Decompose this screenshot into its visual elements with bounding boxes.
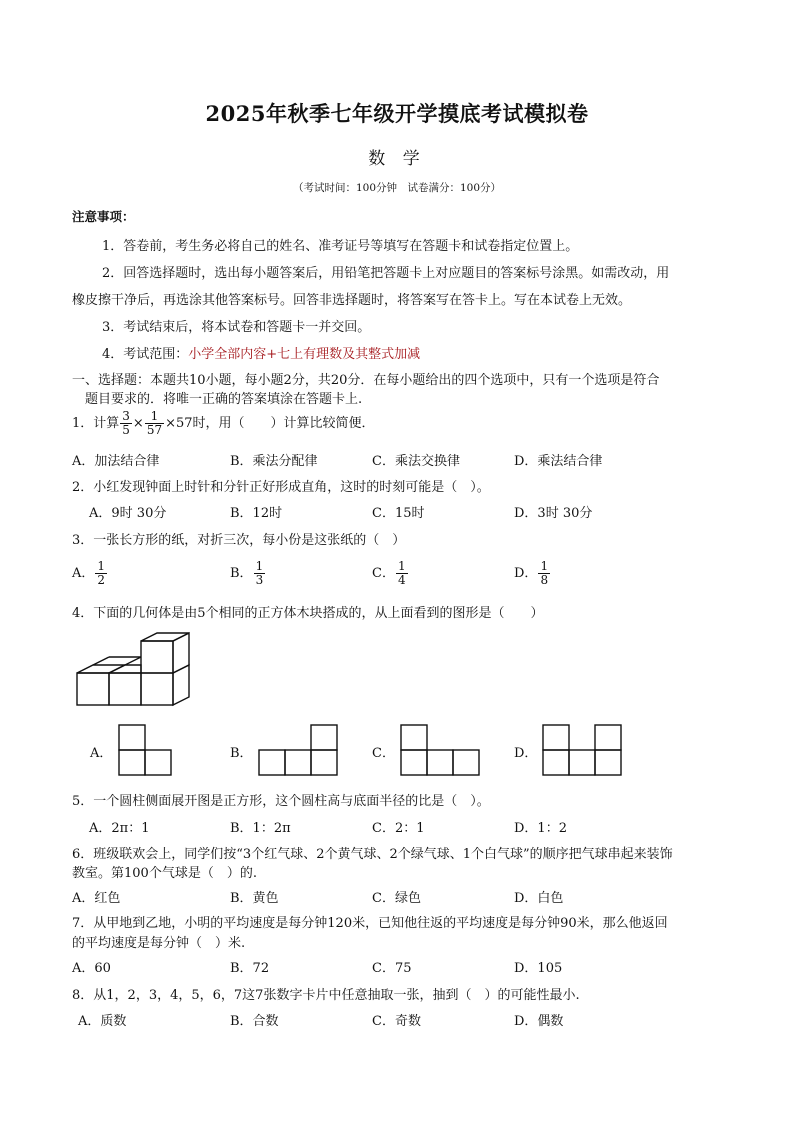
q7-stem-line-2: 的平均速度是每分钟（ ）米. [72, 936, 246, 951]
q4-option-b-figure [258, 724, 338, 776]
q5-option-d: D．1：2 [514, 821, 567, 836]
q1-tail: ×57时，用（ ）计算比较简便． [165, 416, 375, 431]
q2-option-a: A．9时 30分 [89, 506, 167, 521]
notes-heading: 注意事项： [72, 209, 135, 224]
q4-option-d-figure [542, 724, 622, 776]
q6-option-c: C．绿色 [372, 891, 421, 906]
q5-option-c: C．2：1 [372, 821, 425, 836]
q3-option-d-den: 8 [540, 573, 549, 587]
q3-option-c-num: 1 [397, 559, 406, 573]
q3-option-d [514, 560, 551, 587]
q6-option-b: B．黄色 [230, 891, 279, 906]
q2-option-b: B．12时 [230, 506, 283, 521]
q3-stem: 3．一张长方形的纸，对折三次，每小份是这张纸的（ ） [72, 533, 406, 548]
q3-option-b [230, 560, 266, 587]
q5-option-b: B．1：2π [230, 821, 291, 836]
q1-fraction-1-den: 5 [122, 423, 130, 437]
q3-option-a-den: 2 [97, 573, 106, 587]
q8-option-a: A．质数 [78, 1014, 127, 1029]
q3-option-c-label: C． [372, 566, 395, 581]
note-item-2-line-2: 橡皮擦干净后，再选涂其他答案标号。回答非选择题时，将答案写在答卡上。写在本试卷上无效。 [72, 293, 632, 308]
q1-fraction-2-den: 57 [146, 423, 163, 437]
q4-cube-figure [70, 628, 192, 710]
q3-option-d-num: 1 [540, 559, 549, 573]
q4-option-c-label: C． [372, 746, 395, 761]
q3-option-b-den: 3 [255, 573, 264, 587]
q1-fraction-1 [120, 410, 132, 437]
q4-option-d-label: D． [514, 746, 538, 761]
note-item-3: 3．考试结束后，将本试卷和答题卡一并交回。 [102, 320, 371, 335]
q8-option-b: B．合数 [230, 1014, 279, 1029]
q7-option-c: C．75 [372, 961, 412, 976]
q1-prefix: 1．计算 [72, 416, 120, 431]
note-item-4 [102, 343, 420, 362]
q5-option-a: A．2π：1 [89, 821, 150, 836]
section1-line-2: 题目要求的．将唯一正确的答案填涂在答题卡上. [85, 392, 363, 407]
q6-option-d: D．白色 [514, 891, 564, 906]
q2-stem: 2．小红发现钟面上时针和分针正好形成直角，这时的时刻可能是（ ）。 [72, 480, 490, 495]
q3-option-a-label: A． [72, 566, 95, 581]
q1-option-a: A．加法结合律 [72, 454, 160, 469]
q1-option-d: D．乘法结合律 [514, 454, 603, 469]
q1-fraction-2-num: 1 [145, 410, 164, 424]
exam-meta: （考试时间：100分钟 试卷满分：100分） [292, 182, 502, 194]
q4-option-c-figure [400, 724, 480, 776]
q1-option-b: B．乘法分配律 [230, 454, 318, 469]
q3-option-b-label: B． [230, 566, 253, 581]
note-item-4-prefix: 4．考试范围： [102, 347, 189, 362]
q7-option-a: A．60 [72, 961, 111, 976]
q4-stem: 4．下面的几何体是由5个相同的正方体木块搭成的，从上面看到的图形是（ ） [72, 606, 544, 621]
q3-option-c-den: 4 [397, 573, 406, 587]
q4-option-a-figure [118, 724, 172, 776]
q7-option-d: D．105 [514, 961, 563, 976]
exam-title: 2025年秋季七年级开学摸底考试模拟卷 [205, 101, 589, 126]
q6-stem-line-2: 教室。第100个气球是（ ）的. [72, 866, 257, 881]
q2-option-c: C．15时 [372, 506, 425, 521]
q7-option-b: B．72 [230, 961, 270, 976]
q1-fraction-2 [145, 410, 164, 437]
exam-subject: 数 学 [368, 149, 426, 169]
q8-stem: 8．从1，2，3，4，5，6，7这7张数字卡片中任意抽取一张，抽到（ ）的可能性最小. [72, 988, 580, 1003]
q8-option-c: C．奇数 [372, 1014, 421, 1029]
section1-line-1: 一、选择题：本题共10小题，每小题2分，共20分．在每小题给出的四个选项中，只有一个选项是符合 [72, 373, 660, 388]
q4-option-a-label: A． [90, 746, 113, 761]
q3-option-d-label: D． [514, 566, 538, 581]
q1-option-c: C．乘法交换律 [372, 454, 460, 469]
q3-option-c [372, 560, 409, 587]
note-item-2-line-1: 2．回答选择题时，选出每小题答案后，用铅笔把答题卡上对应题目的答案标号涂黑。如需改动，用 [102, 266, 670, 281]
q1-stem [72, 410, 375, 437]
note-item-1: 1．答卷前，考生务必将自己的姓名、准考证号等填写在答题卡和试卷指定位置上。 [102, 239, 579, 254]
q6-stem-line-1: 6．班级联欢会上，同学们按“3个红气球、2个黄气球、2个绿气球、1个白气球”的顺序把气球串起来装饰 [72, 847, 673, 862]
q3-option-a-num: 1 [97, 559, 106, 573]
q1-fraction-1-num: 3 [122, 409, 130, 423]
q2-option-d: D．3时 30分 [514, 506, 593, 521]
q6-option-a: A．红色 [72, 891, 121, 906]
q7-stem-line-1: 7．从甲地到乙地，小明的平均速度是每分钟120米，已知他往返的平均速度是每分钟90米，那么他返回 [72, 916, 668, 931]
note-item-4-range: 小学全部内容+七上有理数及其整式加减 [188, 347, 421, 362]
q3-option-b-num: 1 [255, 559, 264, 573]
q8-option-d: D．偶数 [514, 1014, 564, 1029]
q5-stem: 5．一个圆柱侧面展开图是正方形，这个圆柱高与底面半径的比是（ ）。 [72, 794, 490, 809]
q1-times: × [132, 416, 144, 431]
q4-option-b-label: B． [230, 746, 253, 761]
q3-option-a [72, 560, 108, 587]
